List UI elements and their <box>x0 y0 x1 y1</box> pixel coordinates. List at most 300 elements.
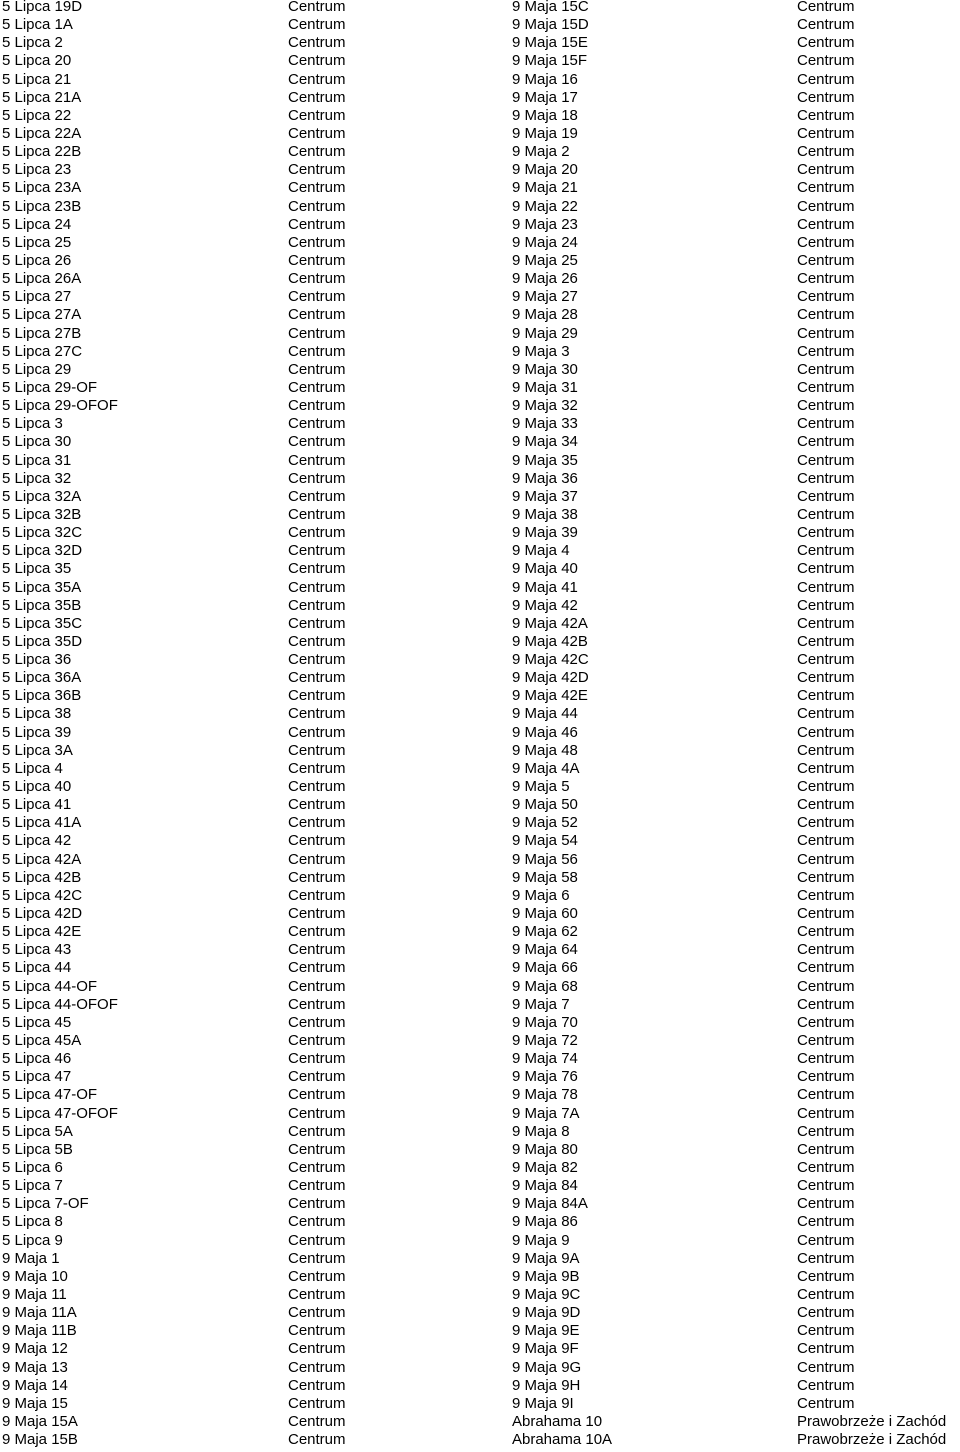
street-address: 9 Maja 9F <box>512 1340 579 1358</box>
street-address: 9 Maja 32 <box>512 397 578 415</box>
address-row <box>2 16 492 34</box>
street-address: 9 Maja 1 <box>2 1249 60 1267</box>
address-row <box>512 379 960 397</box>
district-name: Centrum <box>797 723 855 741</box>
address-row <box>512 16 960 34</box>
district-name: Centrum <box>288 1412 346 1430</box>
street-address: 5 Lipca 31 <box>2 451 72 469</box>
district-name: Centrum <box>797 1285 855 1303</box>
district-name: Centrum <box>797 324 855 342</box>
address-row <box>2 415 492 433</box>
address-row <box>2 1032 492 1050</box>
district-name: Centrum <box>288 1140 346 1158</box>
address-row <box>512 125 960 143</box>
district-name: Centrum <box>288 1050 346 1068</box>
street-address: 9 Maja 42A <box>512 614 588 632</box>
address-row <box>512 1032 960 1050</box>
address-row <box>2 325 492 343</box>
address-row <box>2 34 492 52</box>
street-address: 5 Lipca 44 <box>2 959 72 977</box>
district-name: Centrum <box>288 651 346 669</box>
street-address: 5 Lipca 35 <box>2 560 72 578</box>
district-name: Centrum <box>288 1013 346 1031</box>
address-row <box>2 433 492 451</box>
address-row <box>512 270 960 288</box>
district-name: Centrum <box>288 342 346 360</box>
district-name: Centrum <box>288 886 346 904</box>
district-name: Centrum <box>797 1140 855 1158</box>
district-name: Centrum <box>797 1340 855 1358</box>
street-address: 5 Lipca 29 <box>2 360 72 378</box>
street-address: 9 Maja 21 <box>512 179 578 197</box>
address-row <box>512 452 960 470</box>
district-name: Centrum <box>288 161 346 179</box>
street-address: 9 Maja 26 <box>512 270 578 288</box>
address-row <box>512 760 960 778</box>
street-address: 9 Maja 80 <box>512 1140 578 1158</box>
district-name: Centrum <box>288 723 346 741</box>
district-name: Centrum <box>797 542 855 560</box>
address-row <box>2 1086 492 1104</box>
street-address: 9 Maja 36 <box>512 469 578 487</box>
district-name: Centrum <box>797 197 855 215</box>
street-address: 9 Maja 42D <box>512 669 589 687</box>
address-row <box>2 597 492 615</box>
address-row <box>2 814 492 832</box>
street-address: 5 Lipca 35A <box>2 578 82 596</box>
street-address: Abrahama 10A <box>512 1431 613 1449</box>
street-address: 5 Lipca 4 <box>2 759 63 777</box>
street-address: 5 Lipca 23 <box>2 161 72 179</box>
street-address: 5 Lipca 42E <box>2 923 82 941</box>
address-row <box>2 161 492 179</box>
street-address: 9 Maja 9C <box>512 1285 581 1303</box>
address-row <box>512 361 960 379</box>
district-name: Centrum <box>797 124 855 142</box>
street-address: 5 Lipca 45A <box>2 1032 82 1050</box>
district-name: Centrum <box>288 560 346 578</box>
address-row <box>2 760 492 778</box>
street-address: 9 Maja 27 <box>512 288 578 306</box>
district-name: Centrum <box>797 614 855 632</box>
street-address: 9 Maja 20 <box>512 161 578 179</box>
street-address: 9 Maja 18 <box>512 106 578 124</box>
address-row <box>512 869 960 887</box>
district-name: Centrum <box>797 705 855 723</box>
street-address: 9 Maja 9A <box>512 1249 580 1267</box>
street-address: 9 Maja 8 <box>512 1122 570 1140</box>
district-name: Centrum <box>797 1394 855 1412</box>
street-address: 9 Maja 39 <box>512 524 578 542</box>
street-address: 5 Lipca 9 <box>2 1231 63 1249</box>
street-address: 5 Lipca 32B <box>2 505 82 523</box>
address-row <box>512 343 960 361</box>
address-row <box>512 415 960 433</box>
district-name: Centrum <box>288 524 346 542</box>
address-row <box>512 397 960 415</box>
district-name: Centrum <box>797 868 855 886</box>
district-name: Centrum <box>797 505 855 523</box>
district-name: Centrum <box>288 578 346 596</box>
district-name: Centrum <box>797 941 855 959</box>
street-address: 9 Maja 37 <box>512 487 578 505</box>
district-name: Centrum <box>797 560 855 578</box>
district-name: Centrum <box>797 578 855 596</box>
street-address: 9 Maja 13 <box>2 1358 68 1376</box>
street-address: 5 Lipca 24 <box>2 215 72 233</box>
street-address: 9 Maja 4 <box>512 542 570 560</box>
address-row <box>512 615 960 633</box>
address-row <box>512 633 960 651</box>
street-address: 5 Lipca 1A <box>2 16 73 34</box>
street-address: 9 Maja 11B <box>2 1322 77 1340</box>
street-address: 9 Maja 76 <box>512 1068 578 1086</box>
district-name: Centrum <box>288 1104 346 1122</box>
street-address: 9 Maja 28 <box>512 306 578 324</box>
address-row <box>512 778 960 796</box>
address-row <box>512 252 960 270</box>
address-row <box>512 687 960 705</box>
address-row <box>512 1050 960 1068</box>
street-address: 9 Maja 41 <box>512 578 578 596</box>
address-row <box>2 1232 492 1250</box>
address-row <box>512 470 960 488</box>
street-address: 9 Maja 56 <box>512 850 578 868</box>
district-name: Centrum <box>288 1304 346 1322</box>
district-name: Centrum <box>797 16 855 34</box>
street-address: 5 Lipca 42B <box>2 868 82 886</box>
street-address: 9 Maja 10 <box>2 1267 68 1285</box>
address-row <box>512 216 960 234</box>
street-address: 9 Maja 16 <box>512 70 578 88</box>
address-row <box>2 778 492 796</box>
district-name: Centrum <box>288 669 346 687</box>
district-name: Centrum <box>288 1231 346 1249</box>
street-address: 5 Lipca 5B <box>2 1140 73 1158</box>
address-row <box>2 288 492 306</box>
district-name: Centrum <box>797 179 855 197</box>
address-row <box>512 1177 960 1195</box>
address-row <box>512 542 960 560</box>
street-address: 9 Maja 35 <box>512 451 578 469</box>
address-row <box>512 832 960 850</box>
district-name: Centrum <box>288 923 346 941</box>
street-address: 5 Lipca 44-OF <box>2 977 98 995</box>
address-row <box>512 1159 960 1177</box>
address-row <box>512 996 960 1014</box>
district-name: Centrum <box>288 378 346 396</box>
address-row <box>2 125 492 143</box>
address-row <box>2 107 492 125</box>
street-address: 9 Maja 9H <box>512 1376 581 1394</box>
address-row <box>2 1322 492 1340</box>
district-name: Centrum <box>797 288 855 306</box>
district-name: Centrum <box>797 741 855 759</box>
street-address: 5 Lipca 26A <box>2 270 82 288</box>
address-row <box>512 1250 960 1268</box>
district-name: Centrum <box>288 88 346 106</box>
street-address: 9 Maja 6 <box>512 886 570 904</box>
address-row <box>2 1286 492 1304</box>
address-row <box>2 1377 492 1395</box>
district-name: Centrum <box>288 233 346 251</box>
street-address: 9 Maja 68 <box>512 977 578 995</box>
district-name: Centrum <box>797 886 855 904</box>
district-name: Centrum <box>288 632 346 650</box>
district-name: Centrum <box>288 1086 346 1104</box>
address-row <box>2 959 492 977</box>
district-name: Centrum <box>288 1285 346 1303</box>
street-address: 9 Maja 2 <box>512 143 570 161</box>
district-name: Centrum <box>288 850 346 868</box>
street-address: 9 Maja 15F <box>512 52 588 70</box>
street-address: 9 Maja 15A <box>2 1412 78 1430</box>
address-row <box>512 325 960 343</box>
district-name: Centrum <box>797 88 855 106</box>
district-name: Centrum <box>288 288 346 306</box>
address-row <box>512 306 960 324</box>
district-name: Centrum <box>288 433 346 451</box>
street-address: 5 Lipca 46 <box>2 1050 72 1068</box>
address-row <box>512 71 960 89</box>
street-address: 5 Lipca 45 <box>2 1013 72 1031</box>
district-name: Prawobrzeże i Zachód <box>797 1431 947 1449</box>
district-name: Centrum <box>288 1431 346 1449</box>
street-address: 9 Maja 17 <box>512 88 578 106</box>
street-address: 9 Maja 60 <box>512 905 578 923</box>
address-row <box>2 742 492 760</box>
street-address: 5 Lipca 20 <box>2 52 72 70</box>
district-name: Centrum <box>797 1050 855 1068</box>
street-address: 5 Lipca 35C <box>2 614 83 632</box>
district-name: Centrum <box>797 415 855 433</box>
street-address: 5 Lipca 40 <box>2 778 72 796</box>
district-name: Centrum <box>797 1358 855 1376</box>
address-row <box>2 851 492 869</box>
address-row <box>512 1359 960 1377</box>
district-name: Centrum <box>797 342 855 360</box>
district-name: Centrum <box>288 959 346 977</box>
address-row <box>2 1014 492 1032</box>
street-address: 9 Maja 7A <box>512 1104 580 1122</box>
district-name: Centrum <box>288 1032 346 1050</box>
address-row <box>2 1159 492 1177</box>
street-address: 9 Maja 72 <box>512 1032 578 1050</box>
address-row <box>2 633 492 651</box>
street-address: 9 Maja 15D <box>512 16 589 34</box>
district-name: Centrum <box>288 995 346 1013</box>
street-address: 9 Maja 15B <box>2 1431 78 1449</box>
street-address: 9 Maja 11A <box>2 1304 77 1322</box>
address-row <box>512 1395 960 1413</box>
district-name: Centrum <box>288 596 346 614</box>
district-name: Centrum <box>797 596 855 614</box>
address-row <box>2 705 492 723</box>
address-row <box>512 1304 960 1322</box>
street-address: 9 Maja 29 <box>512 324 578 342</box>
district-name: Centrum <box>797 52 855 70</box>
street-address: 5 Lipca 23A <box>2 179 82 197</box>
district-name: Centrum <box>797 106 855 124</box>
district-name: Centrum <box>797 524 855 542</box>
district-name: Centrum <box>288 868 346 886</box>
district-name: Centrum <box>288 143 346 161</box>
address-row <box>512 579 960 597</box>
district-name: Centrum <box>288 0 346 15</box>
district-name: Centrum <box>288 1122 346 1140</box>
district-name: Centrum <box>288 1213 346 1231</box>
district-name: Centrum <box>797 0 855 15</box>
street-address: 9 Maja 66 <box>512 959 578 977</box>
address-row <box>2 724 492 742</box>
street-address: 5 Lipca 39 <box>2 723 72 741</box>
address-row <box>512 923 960 941</box>
address-row <box>2 1268 492 1286</box>
street-address: 9 Maja 64 <box>512 941 578 959</box>
district-name: Centrum <box>797 796 855 814</box>
street-address: 5 Lipca 41 <box>2 796 72 814</box>
street-address: 5 Lipca 36A <box>2 669 82 687</box>
district-name: Centrum <box>797 1231 855 1249</box>
address-row <box>2 1431 492 1449</box>
address-row <box>2 1123 492 1141</box>
street-address: 9 Maja 44 <box>512 705 578 723</box>
address-row <box>2 270 492 288</box>
address-row <box>2 1195 492 1213</box>
district-name: Centrum <box>288 1195 346 1213</box>
address-row <box>512 1232 960 1250</box>
district-name: Centrum <box>797 1195 855 1213</box>
district-name: Centrum <box>288 687 346 705</box>
address-row <box>2 978 492 996</box>
street-address: 5 Lipca 2 <box>2 34 63 52</box>
address-row <box>2 1304 492 1322</box>
district-name: Centrum <box>288 70 346 88</box>
address-row <box>2 179 492 197</box>
district-name: Centrum <box>797 832 855 850</box>
address-row <box>2 1413 492 1431</box>
street-address: 9 Maja 78 <box>512 1086 578 1104</box>
district-name: Centrum <box>797 270 855 288</box>
address-row <box>512 597 960 615</box>
address-row <box>512 941 960 959</box>
address-row <box>2 361 492 379</box>
street-address: 9 Maja 9G <box>512 1358 582 1376</box>
district-name: Centrum <box>288 16 346 34</box>
street-address: 9 Maja 82 <box>512 1159 578 1176</box>
district-name: Centrum <box>797 469 855 487</box>
district-name: Centrum <box>288 451 346 469</box>
district-name: Centrum <box>797 759 855 777</box>
district-name: Centrum <box>288 778 346 796</box>
street-address: 9 Maja 3 <box>512 342 570 360</box>
address-row <box>2 397 492 415</box>
street-address: 9 Maja 50 <box>512 796 578 814</box>
street-address: 5 Lipca 42A <box>2 850 82 868</box>
district-name: Centrum <box>288 1177 346 1195</box>
district-name: Centrum <box>288 1068 346 1086</box>
district-name: Centrum <box>797 34 855 52</box>
address-row <box>2 252 492 270</box>
district-name: Centrum <box>797 995 855 1013</box>
district-name: Centrum <box>288 1340 346 1358</box>
street-address: 9 Maja 9I <box>512 1394 574 1412</box>
street-address: 5 Lipca 21 <box>2 70 72 88</box>
street-address: 5 Lipca 25 <box>2 233 72 251</box>
address-row <box>512 724 960 742</box>
district-name: Centrum <box>288 360 346 378</box>
street-address: 5 Lipca 42C <box>2 886 83 904</box>
street-address: 9 Maja 48 <box>512 741 578 759</box>
district-name: Centrum <box>797 1032 855 1050</box>
district-name: Centrum <box>797 814 855 832</box>
district-name: Centrum <box>797 378 855 396</box>
address-row <box>2 506 492 524</box>
street-address: 9 Maja 84A <box>512 1195 588 1213</box>
street-address: 5 Lipca 42D <box>2 905 83 923</box>
address-row <box>512 0 960 16</box>
street-address: 5 Lipca 42 <box>2 832 72 850</box>
street-address: 5 Lipca 26 <box>2 251 72 269</box>
street-address: 5 Lipca 47-OFOF <box>2 1104 118 1122</box>
street-address: 9 Maja 46 <box>512 723 578 741</box>
district-name: Centrum <box>288 34 346 52</box>
address-row <box>512 1105 960 1123</box>
street-address: 5 Lipca 27C <box>2 342 83 360</box>
district-name: Centrum <box>288 324 346 342</box>
district-name: Centrum <box>797 215 855 233</box>
street-address: 9 Maja 12 <box>2 1340 68 1358</box>
street-address: 9 Maja 42B <box>512 632 588 650</box>
street-address: 5 Lipca 38 <box>2 705 72 723</box>
address-row <box>2 687 492 705</box>
address-row <box>2 488 492 506</box>
address-row <box>2 796 492 814</box>
district-name: Centrum <box>797 487 855 505</box>
district-name: Centrum <box>797 905 855 923</box>
address-row <box>2 143 492 161</box>
district-name: Centrum <box>797 1213 855 1231</box>
district-name: Centrum <box>797 451 855 469</box>
address-row <box>512 1413 960 1431</box>
street-address: 5 Lipca 32C <box>2 524 83 542</box>
address-row <box>512 288 960 306</box>
street-address: 9 Maja 38 <box>512 505 578 523</box>
district-name: Centrum <box>797 1304 855 1322</box>
address-row <box>2 470 492 488</box>
street-address: 9 Maja 5 <box>512 778 570 796</box>
street-address: 5 Lipca 41A <box>2 814 82 832</box>
district-name: Centrum <box>288 215 346 233</box>
street-address: 9 Maja 19 <box>512 124 578 142</box>
street-address: 5 Lipca 36B <box>2 687 82 705</box>
district-name: Centrum <box>288 415 346 433</box>
address-row <box>512 796 960 814</box>
address-row <box>2 89 492 107</box>
district-name: Centrum <box>288 814 346 832</box>
district-name: Centrum <box>797 70 855 88</box>
district-name: Centrum <box>288 1267 346 1285</box>
address-row <box>2 996 492 1014</box>
district-name: Centrum <box>288 759 346 777</box>
district-name: Centrum <box>797 143 855 161</box>
street-address: 5 Lipca 3 <box>2 415 63 433</box>
district-name: Centrum <box>288 832 346 850</box>
street-address: 5 Lipca 36 <box>2 651 72 669</box>
address-row <box>512 488 960 506</box>
district-name: Centrum <box>288 106 346 124</box>
address-row <box>512 234 960 252</box>
